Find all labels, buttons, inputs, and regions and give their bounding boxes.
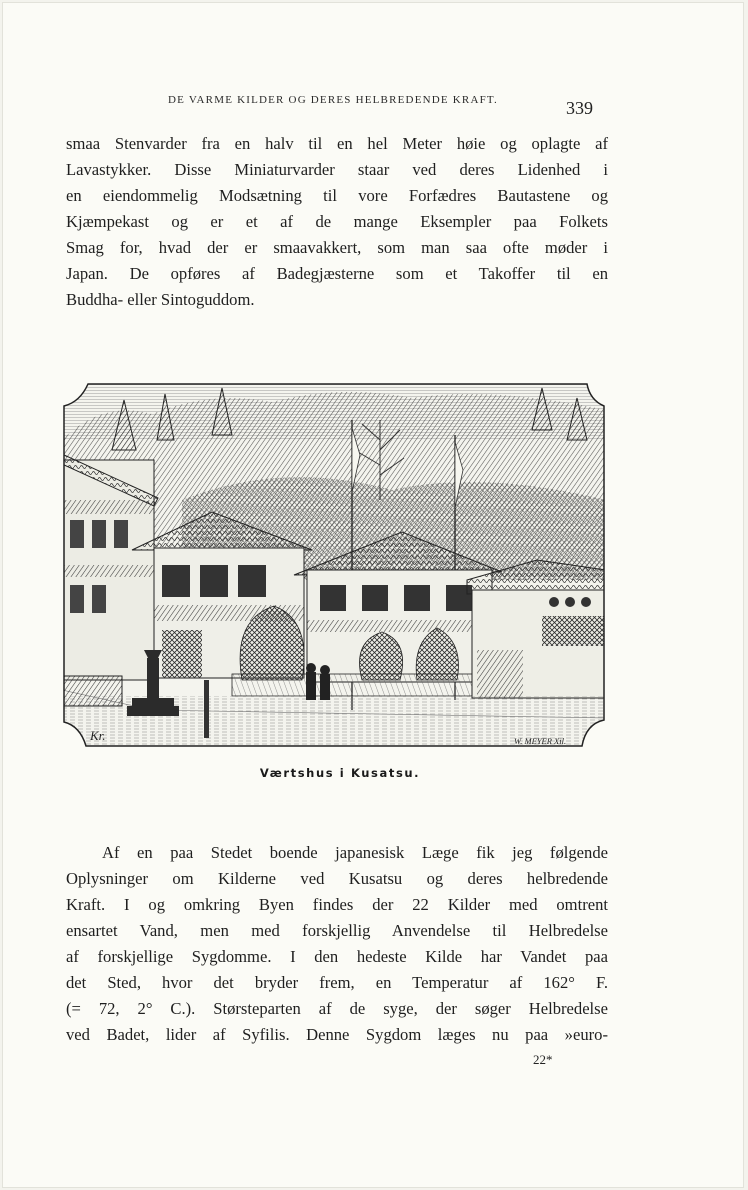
printer-signature-mark: 22*	[533, 1052, 553, 1067]
paragraph-1-line: Smag for, hvad der er smaavakkert, som man saa ofte møder i	[66, 238, 608, 257]
page-number: 339	[566, 98, 593, 118]
paragraph-2-line: Af en paa Stedet boende japanesisk Læge fik jeg følgende	[102, 843, 608, 862]
engraving-illustration	[62, 380, 606, 750]
paragraph-1-line: Kjæmpekast og er et af de mange Eksempler paa Folkets	[66, 212, 608, 231]
paragraph-2-line: af forskjellige Sygdomme. I den hedeste Kilde har Vandet paa	[66, 947, 608, 966]
running-head: DE VARME KILDER OG DERES HELBREDENDE KRAFT.	[168, 94, 498, 106]
paragraph-2-line: ved Badet, lider af Syfilis. Denne Sygdom læges nu paa »euro-	[66, 1025, 608, 1044]
paragraph-1-line: Japan. De opføres af Badegjæsterne som et Takoffer til en	[66, 264, 608, 283]
paragraph-1-line: en eiendommelig Modsætning til vore Forfædres Bautastene og	[66, 186, 608, 205]
engraver-signature-right: W. MEYER Xil.	[514, 736, 567, 746]
paragraph-1	[66, 131, 608, 313]
paragraph-2-line: (= 72, 2° C.). Størsteparten af de syge, der søger Helbredelse	[66, 999, 608, 1018]
paragraph-2-line: Kraft. I og omkring Byen findes der 22 Kilder med omtrent	[66, 895, 608, 914]
paragraph-1-line: Lavastykker. Disse Miniaturvarder staar ved deres Lidenhed i	[66, 160, 608, 179]
paragraph-1-line: Buddha- eller Sintoguddom.	[66, 290, 255, 309]
paragraph-1-line: smaa Stenvarder fra en halv til en hel Meter høie og oplagte af	[66, 134, 608, 153]
engraver-signature-left: Kr.	[90, 728, 106, 743]
figure-caption: Værtshus i Kusatsu.	[259, 766, 421, 780]
paragraph-2-line: ensartet Vand, men med forskjellig Anvendelse til Helbredelse	[66, 921, 608, 940]
paragraph-2-line: det Sted, hvor det bryder frem, en Temperatur af 162° F.	[66, 973, 608, 992]
paragraph-2	[66, 840, 608, 1048]
paragraph-2-line: Oplysninger om Kilderne ved Kusatsu og deres helbredende	[66, 869, 608, 888]
